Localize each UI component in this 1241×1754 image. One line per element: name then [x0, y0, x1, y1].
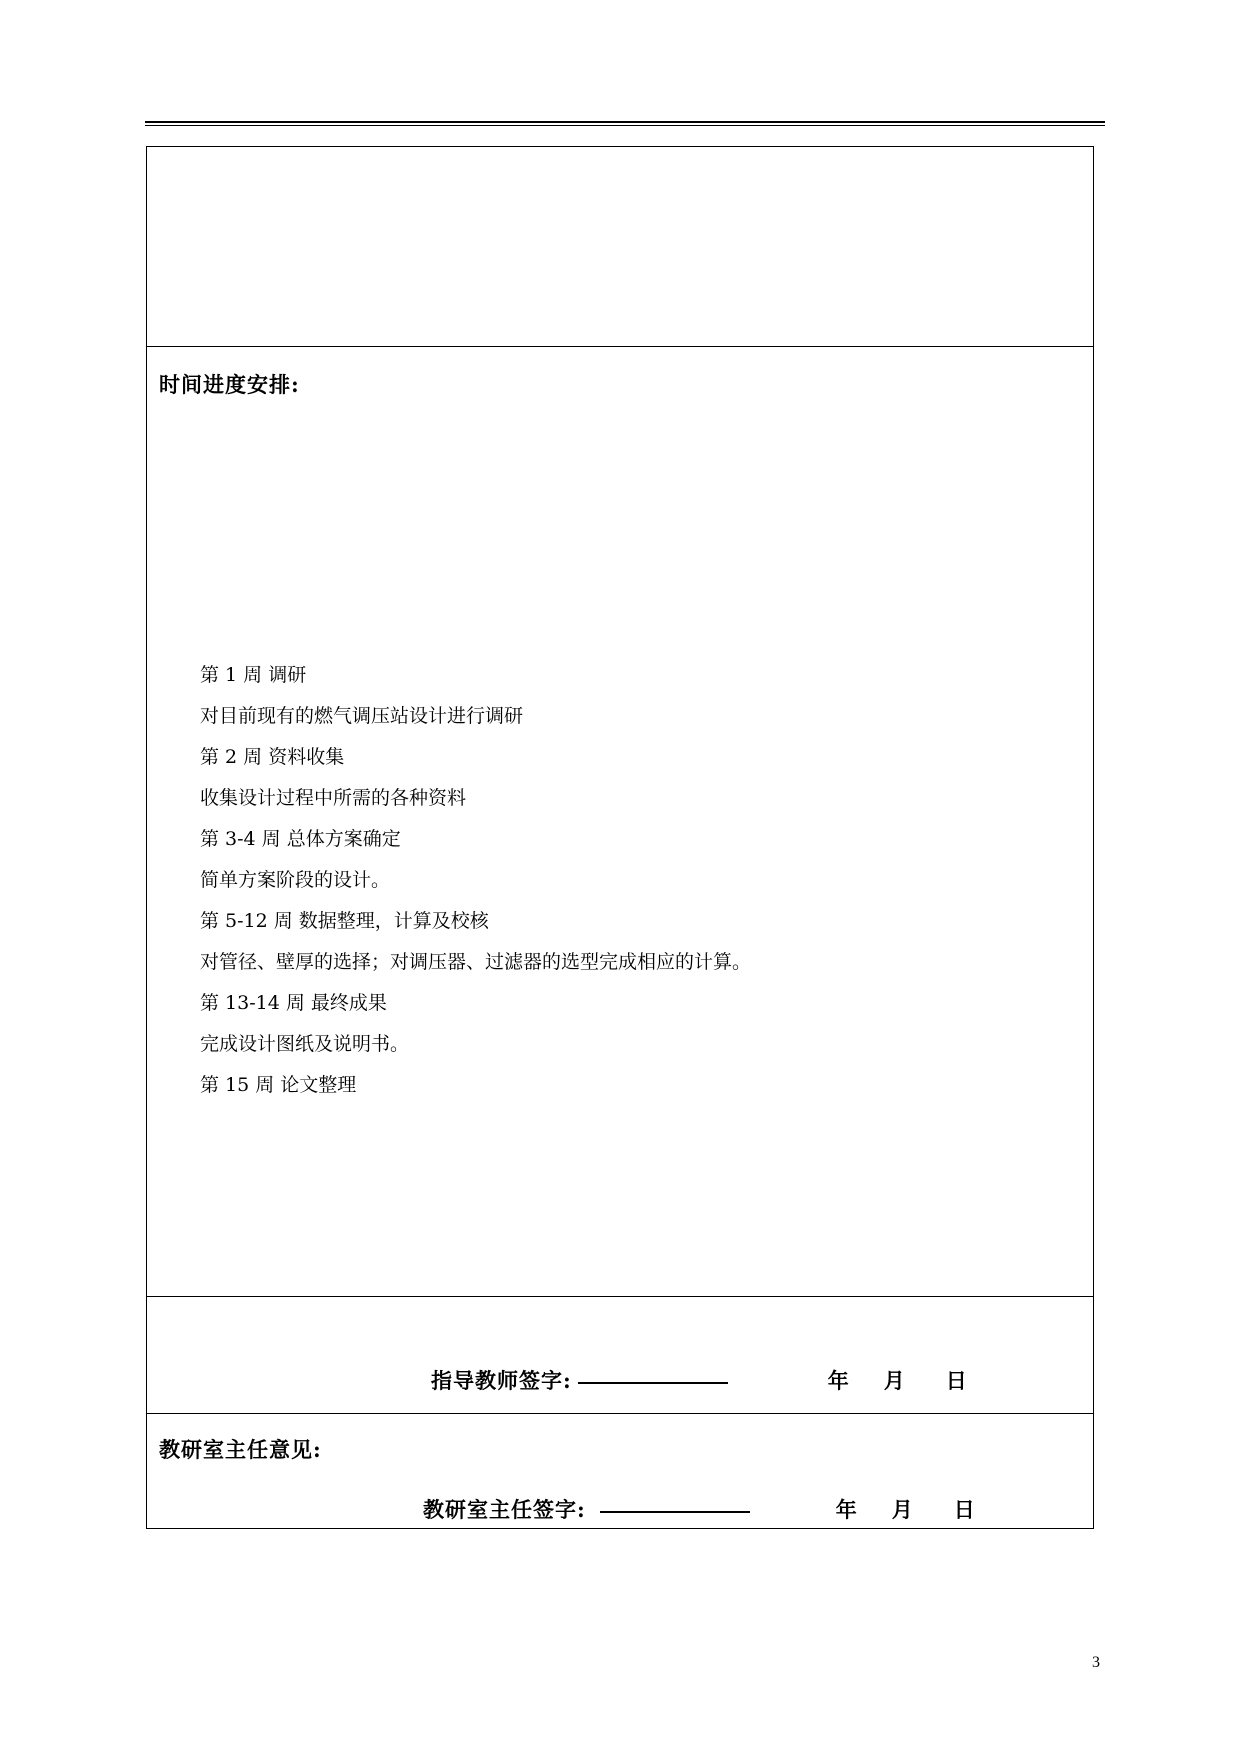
advisor-date-month: 月 — [883, 1368, 906, 1393]
director-date-year: 年 — [835, 1497, 858, 1522]
advisor-date-day: 日 — [945, 1368, 968, 1393]
blank-content-cell — [147, 147, 1093, 347]
schedule-item: 第 15 周 论文整理 — [200, 1074, 357, 1096]
form-table — [146, 146, 1094, 1529]
schedule-item: 第 1 周 调研 — [200, 664, 307, 686]
schedule-item: 收集设计过程中所需的各种资料 — [200, 787, 467, 809]
director-date-day: 日 — [953, 1497, 976, 1522]
schedule-cell — [147, 347, 1093, 1297]
schedule-item: 完成设计图纸及说明书。 — [200, 1033, 410, 1055]
schedule-list — [200, 655, 751, 1106]
header-rule-bottom — [145, 125, 1105, 126]
advisor-signature-line — [431, 1365, 968, 1395]
schedule-item: 对管径、壁厚的选择；对调压器、过滤器的选型完成相应的计算。 — [200, 951, 752, 973]
advisor-signature-cell — [147, 1297, 1093, 1414]
schedule-heading: 时间进度安排: — [159, 372, 300, 397]
director-date-month: 月 — [891, 1497, 914, 1522]
header-rule-top — [145, 121, 1105, 123]
schedule-item: 对目前现有的燃气调压站设计进行调研 — [200, 705, 524, 727]
director-opinion-heading: 教研室主任意见: — [159, 1437, 322, 1462]
schedule-item: 第 3-4 周 总体方案确定 — [200, 828, 401, 850]
schedule-item: 简单方案阶段的设计。 — [200, 869, 391, 891]
director-signature-line — [423, 1494, 976, 1524]
schedule-item: 第 5-12 周 数据整理，计算及校核 — [200, 910, 489, 932]
advisor-signature-label: 指导教师签字: — [431, 1368, 572, 1393]
director-signature-blank[interactable] — [600, 1511, 750, 1513]
advisor-date-year: 年 — [827, 1368, 850, 1393]
schedule-item: 第 13-14 周 最终成果 — [200, 992, 387, 1014]
schedule-item: 第 2 周 资料收集 — [200, 746, 345, 768]
director-opinion-cell — [147, 1414, 1093, 1530]
advisor-signature-blank[interactable] — [578, 1382, 728, 1384]
director-signature-label: 教研室主任签字: — [423, 1497, 586, 1522]
page-number: 3 — [1092, 1654, 1100, 1671]
